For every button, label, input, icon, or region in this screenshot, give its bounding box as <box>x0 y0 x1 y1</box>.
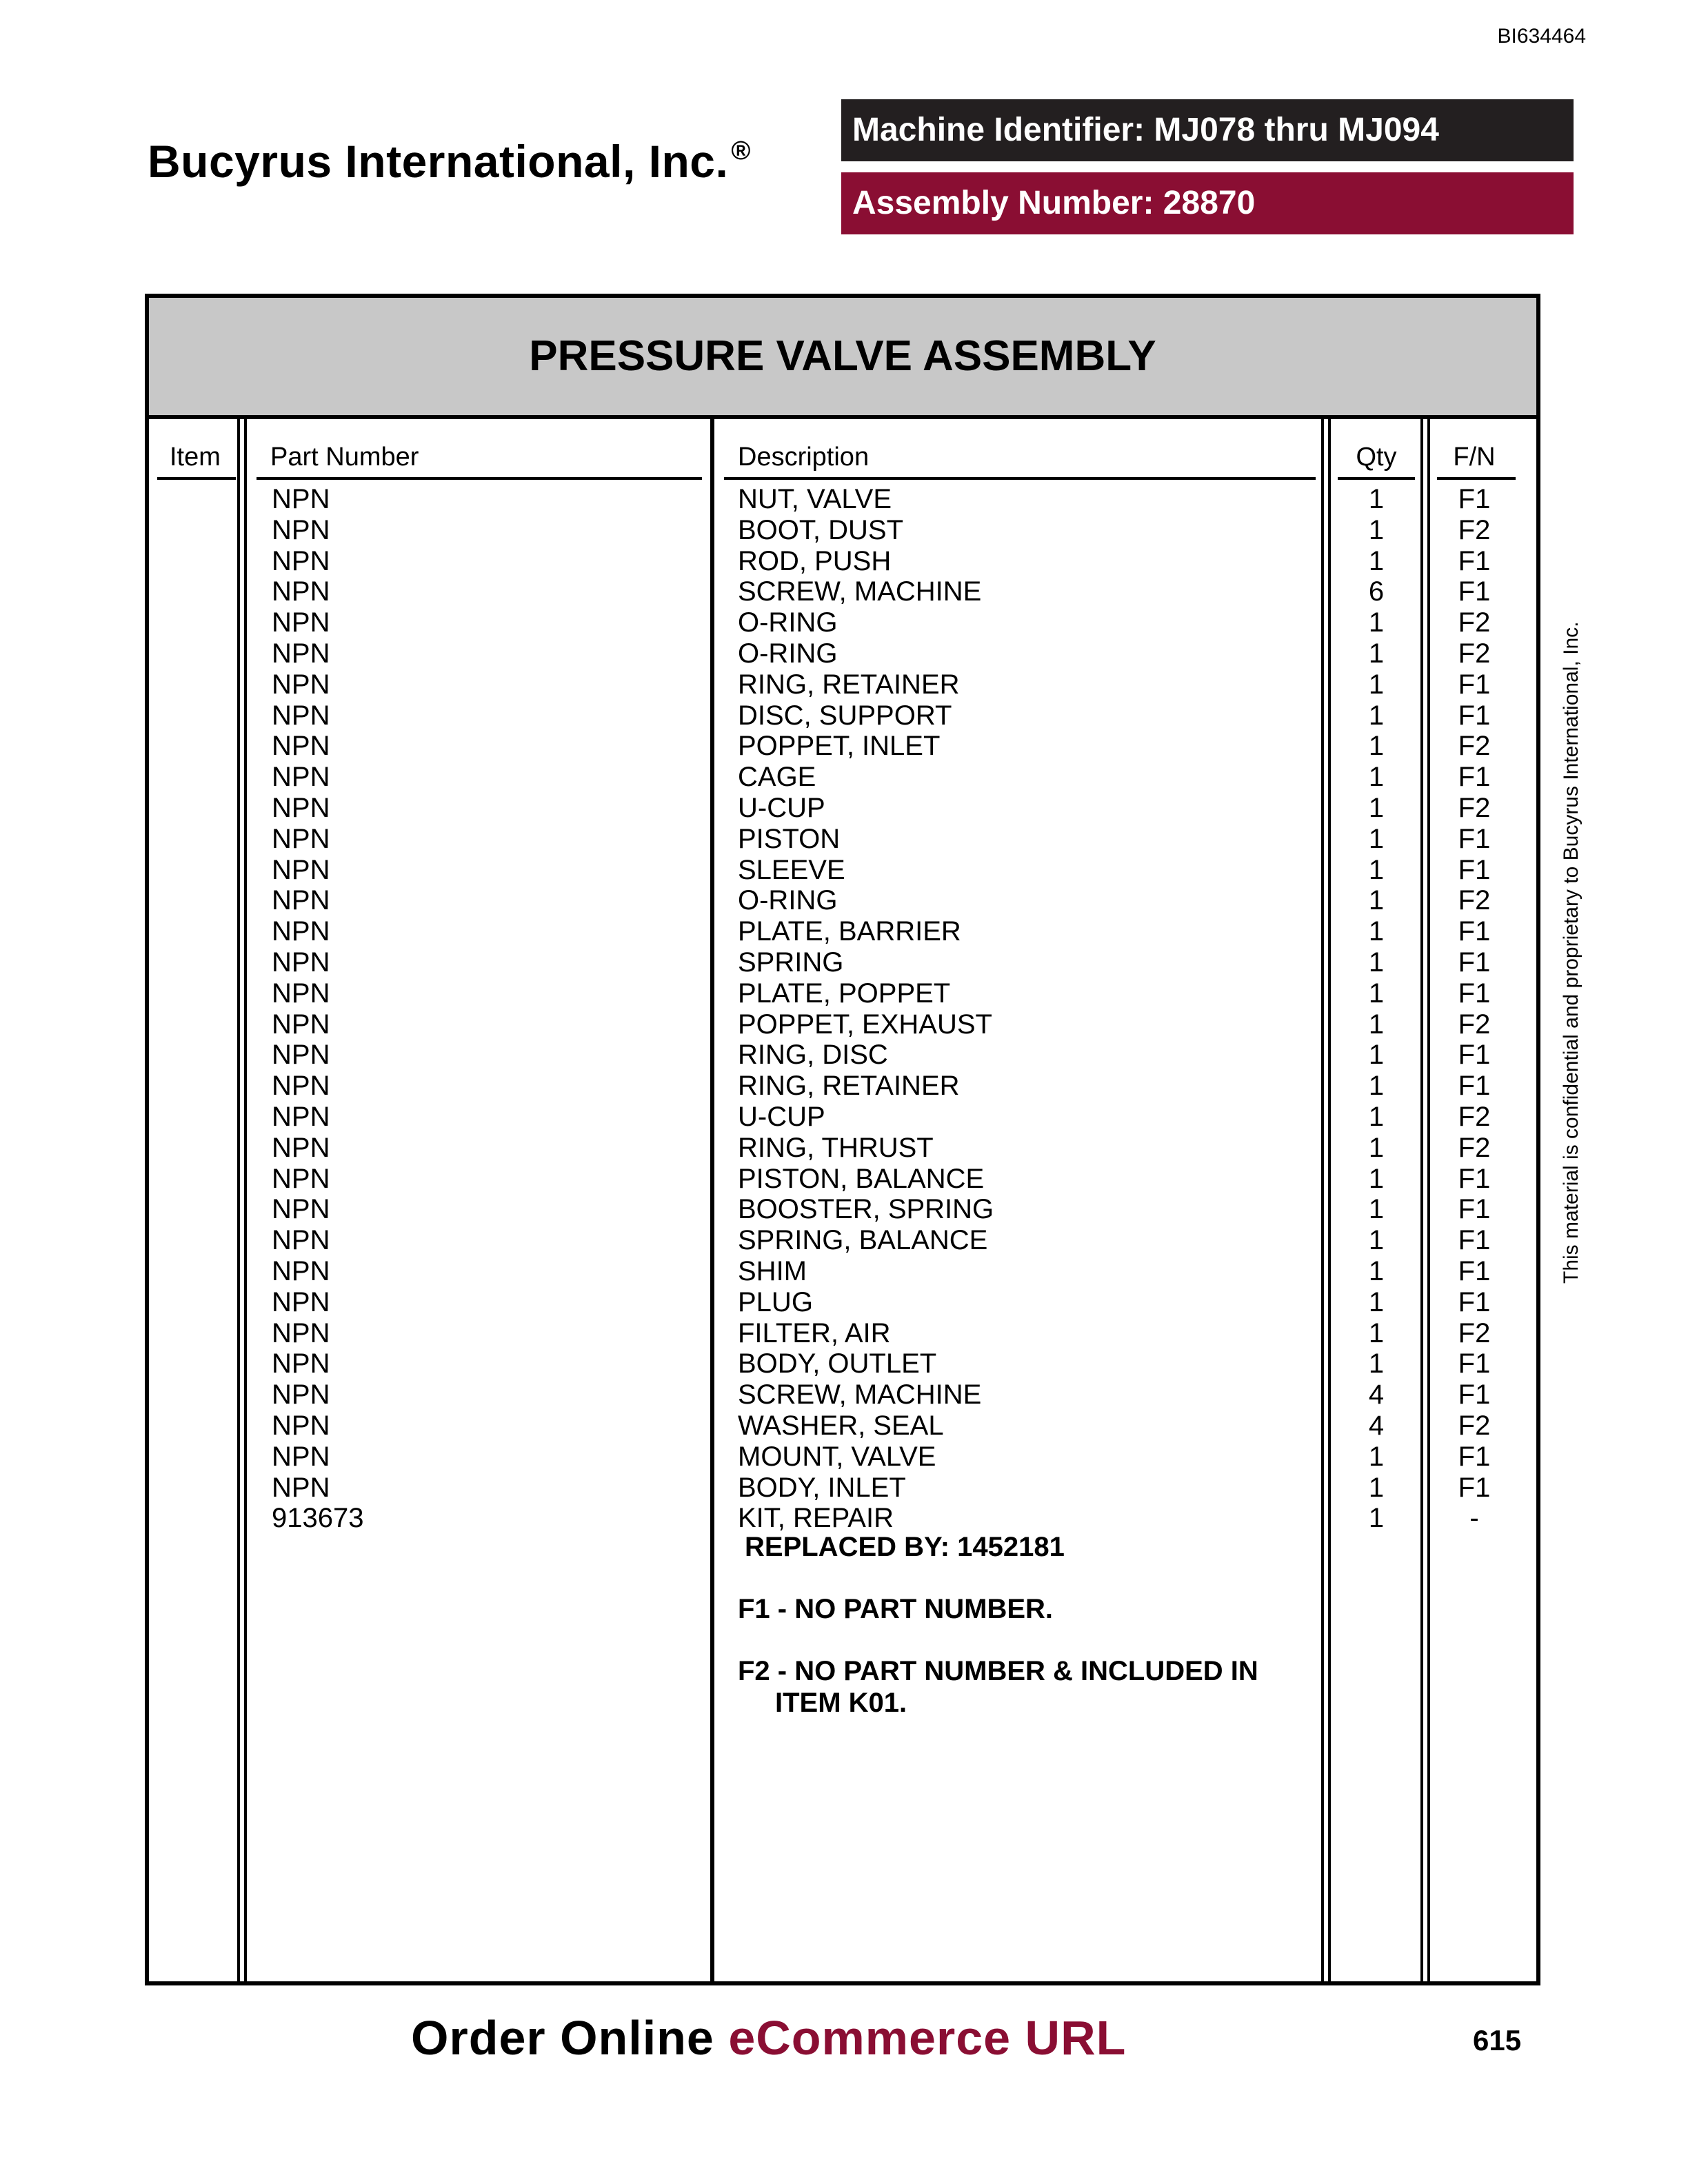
assembly-title: PRESSURE VALVE ASSEMBLY <box>529 332 1156 380</box>
row-description: RING, THRUST <box>738 1132 934 1163</box>
row-description: POPPET, INLET <box>738 731 941 762</box>
row-description: RING, RETAINER <box>738 669 960 700</box>
header-underline <box>257 477 702 480</box>
company-name <box>148 135 751 188</box>
row-fn: F2 <box>1458 1317 1491 1348</box>
row-qty: 1 <box>1368 700 1385 731</box>
row-part-number: NPN <box>272 1102 330 1132</box>
ecommerce-url-link[interactable]: eCommerce URL <box>728 2011 1127 2065</box>
order-online-banner[interactable] <box>411 2010 1126 2065</box>
f2-note-line1: F2 - NO PART NUMBER & INCLUDED IN <box>738 1656 1258 1686</box>
row-qty: 1 <box>1368 484 1385 514</box>
row-fn: F1 <box>1458 978 1491 1009</box>
row-part-number: NPN <box>272 1132 330 1163</box>
row-description: SPRING, BALANCE <box>738 1225 988 1256</box>
row-qty: 1 <box>1368 793 1385 823</box>
row-description: BOOSTER, SPRING <box>738 1194 994 1225</box>
row-qty: 1 <box>1368 1503 1385 1534</box>
row-qty: 1 <box>1368 916 1385 947</box>
row-fn: F2 <box>1458 1410 1491 1441</box>
row-fn: F1 <box>1458 1256 1491 1286</box>
row-qty: 1 <box>1368 1472 1385 1503</box>
registered-mark: ® <box>731 136 751 165</box>
column-separator <box>1420 419 1430 1981</box>
row-qty: 1 <box>1368 947 1385 978</box>
row-part-number: NPN <box>272 545 330 576</box>
row-qty: 1 <box>1368 1225 1385 1256</box>
row-qty: 1 <box>1368 854 1385 885</box>
row-qty: 4 <box>1368 1379 1385 1410</box>
column-header-fn: F/N <box>1453 443 1496 472</box>
row-description: BODY, OUTLET <box>738 1348 937 1379</box>
header-underline <box>1437 477 1516 480</box>
row-qty: 1 <box>1368 669 1385 700</box>
row-description: CAGE <box>738 762 816 793</box>
row-fn: F1 <box>1458 1225 1491 1256</box>
row-fn: F1 <box>1458 1163 1491 1194</box>
row-part-number: NPN <box>272 484 330 514</box>
row-description: DISC, SUPPORT <box>738 700 952 731</box>
row-qty: 1 <box>1368 1256 1385 1286</box>
row-fn: F1 <box>1458 1286 1491 1317</box>
row-qty: 1 <box>1368 607 1385 638</box>
row-fn: F1 <box>1458 823 1491 854</box>
row-description: WASHER, SEAL <box>738 1410 944 1441</box>
column-header-item: Item <box>170 443 221 472</box>
row-part-number: NPN <box>272 1317 330 1348</box>
row-part-number: NPN <box>272 669 330 700</box>
row-description: ROD, PUSH <box>738 545 892 576</box>
row-qty: 4 <box>1368 1410 1385 1441</box>
row-fn: F1 <box>1458 576 1491 607</box>
row-qty: 1 <box>1368 1317 1385 1348</box>
row-description: SHIM <box>738 1256 807 1286</box>
row-part-number: NPN <box>272 700 330 731</box>
row-fn: F1 <box>1458 669 1491 700</box>
row-fn: F1 <box>1458 700 1491 731</box>
document-id: BI634464 <box>1497 25 1586 48</box>
column-separator <box>237 419 247 1981</box>
row-description: RING, RETAINER <box>738 1071 960 1102</box>
row-fn: F1 <box>1458 1040 1491 1071</box>
row-part-number: NPN <box>272 1040 330 1071</box>
column-separator <box>710 419 714 1981</box>
row-qty: 1 <box>1368 978 1385 1009</box>
row-part-number: NPN <box>272 1194 330 1225</box>
row-qty: 1 <box>1368 1071 1385 1102</box>
row-description: SCREW, MACHINE <box>738 576 982 607</box>
row-fn: F2 <box>1458 1102 1491 1132</box>
row-description: SLEEVE <box>738 854 845 885</box>
row-description: POPPET, EXHAUST <box>738 1009 992 1040</box>
row-part-number: NPN <box>272 885 330 916</box>
page-number: 615 <box>1473 2024 1522 2056</box>
row-part-number: NPN <box>272 947 330 978</box>
row-qty: 1 <box>1368 1163 1385 1194</box>
row-qty: 1 <box>1368 762 1385 793</box>
row-fn: - <box>1469 1503 1479 1534</box>
row-part-number: NPN <box>272 1163 330 1194</box>
row-description: RING, DISC <box>738 1040 888 1071</box>
row-fn: F2 <box>1458 885 1491 916</box>
row-part-number: NPN <box>272 1009 330 1040</box>
row-qty: 1 <box>1368 1040 1385 1071</box>
row-part-number: NPN <box>272 1286 330 1317</box>
row-description: KIT, REPAIR <box>738 1503 894 1534</box>
row-part-number: NPN <box>272 1410 330 1441</box>
machine-identifier: Machine Identifier: MJ078 thru MJ094 <box>841 99 1574 161</box>
row-qty: 1 <box>1368 1441 1385 1472</box>
row-qty: 1 <box>1368 1102 1385 1132</box>
row-description: SPRING <box>738 947 844 978</box>
row-part-number: NPN <box>272 854 330 885</box>
order-online-text: Order Online <box>411 2011 729 2065</box>
row-fn: F1 <box>1458 484 1491 514</box>
row-part-number: NPN <box>272 823 330 854</box>
row-fn: F1 <box>1458 947 1491 978</box>
row-fn: F1 <box>1458 1441 1491 1472</box>
row-qty: 1 <box>1368 545 1385 576</box>
header-underline <box>157 477 236 480</box>
row-description: SCREW, MACHINE <box>738 1379 982 1410</box>
f1-note: F1 - NO PART NUMBER. <box>738 1594 1054 1624</box>
row-fn: F2 <box>1458 731 1491 762</box>
row-part-number: NPN <box>272 514 330 545</box>
replaced-by-note: REPLACED BY: 1452181 <box>745 1532 1065 1562</box>
row-part-number: NPN <box>272 1256 330 1286</box>
row-qty: 1 <box>1368 1009 1385 1040</box>
row-part-number: NPN <box>272 916 330 947</box>
row-fn: F1 <box>1458 545 1491 576</box>
row-part-number: NPN <box>272 607 330 638</box>
row-description: PLATE, BARRIER <box>738 916 961 947</box>
row-part-number: NPN <box>272 793 330 823</box>
row-description: O-RING <box>738 607 838 638</box>
row-description: NUT, VALVE <box>738 484 892 514</box>
f2-note-line2: ITEM K01. <box>775 1688 907 1718</box>
row-description: PISTON, BALANCE <box>738 1163 985 1194</box>
row-fn: F1 <box>1458 1194 1491 1225</box>
row-fn: F2 <box>1458 793 1491 823</box>
row-qty: 1 <box>1368 1194 1385 1225</box>
row-description: BOOT, DUST <box>738 514 904 545</box>
row-fn: F2 <box>1458 607 1491 638</box>
row-qty: 1 <box>1368 1286 1385 1317</box>
row-part-number: NPN <box>272 638 330 669</box>
row-qty: 1 <box>1368 823 1385 854</box>
row-qty: 1 <box>1368 731 1385 762</box>
row-part-number: NPN <box>272 1472 330 1503</box>
row-description: FILTER, AIR <box>738 1317 891 1348</box>
column-separator <box>1321 419 1331 1981</box>
row-description: PLATE, POPPET <box>738 978 951 1009</box>
company-name-text: Bucyrus International, Inc. <box>148 136 729 187</box>
confidentiality-note: This material is confidential and proprietary to Bucyrus International, Inc. <box>1560 621 1582 1284</box>
row-fn: F1 <box>1458 854 1491 885</box>
row-part-number: NPN <box>272 1225 330 1256</box>
row-description: U-CUP <box>738 1102 825 1132</box>
column-header-part-number: Part Number <box>270 443 419 472</box>
row-description: PLUG <box>738 1286 813 1317</box>
row-fn: F2 <box>1458 514 1491 545</box>
row-qty: 1 <box>1368 1348 1385 1379</box>
row-description: U-CUP <box>738 793 825 823</box>
row-description: PISTON <box>738 823 841 854</box>
row-part-number: NPN <box>272 731 330 762</box>
row-qty: 6 <box>1368 576 1385 607</box>
header-underline <box>1338 477 1415 480</box>
row-qty: 1 <box>1368 885 1385 916</box>
row-description: O-RING <box>738 885 838 916</box>
row-part-number: NPN <box>272 1379 330 1410</box>
column-header-description: Description <box>738 443 870 472</box>
row-fn: F1 <box>1458 916 1491 947</box>
row-fn: F1 <box>1458 1071 1491 1102</box>
row-part-number: NPN <box>272 978 330 1009</box>
row-fn: F1 <box>1458 762 1491 793</box>
header-underline <box>724 477 1316 480</box>
row-fn: F2 <box>1458 1132 1491 1163</box>
row-description: MOUNT, VALVE <box>738 1441 936 1472</box>
row-fn: F2 <box>1458 1009 1491 1040</box>
row-fn: F1 <box>1458 1348 1491 1379</box>
row-part-number: NPN <box>272 1348 330 1379</box>
assembly-number: Assembly Number: 28870 <box>841 172 1574 234</box>
row-fn: F1 <box>1458 1472 1491 1503</box>
row-part-number: NPN <box>272 1441 330 1472</box>
row-part-number: 913673 <box>272 1503 364 1534</box>
row-description: O-RING <box>738 638 838 669</box>
row-qty: 1 <box>1368 638 1385 669</box>
row-qty: 1 <box>1368 1132 1385 1163</box>
row-part-number: NPN <box>272 1071 330 1102</box>
column-header-qty: Qty <box>1356 443 1397 472</box>
row-qty: 1 <box>1368 514 1385 545</box>
row-fn: F1 <box>1458 1379 1491 1410</box>
row-fn: F2 <box>1458 638 1491 669</box>
row-part-number: NPN <box>272 576 330 607</box>
row-description: BODY, INLET <box>738 1472 906 1503</box>
row-part-number: NPN <box>272 762 330 793</box>
